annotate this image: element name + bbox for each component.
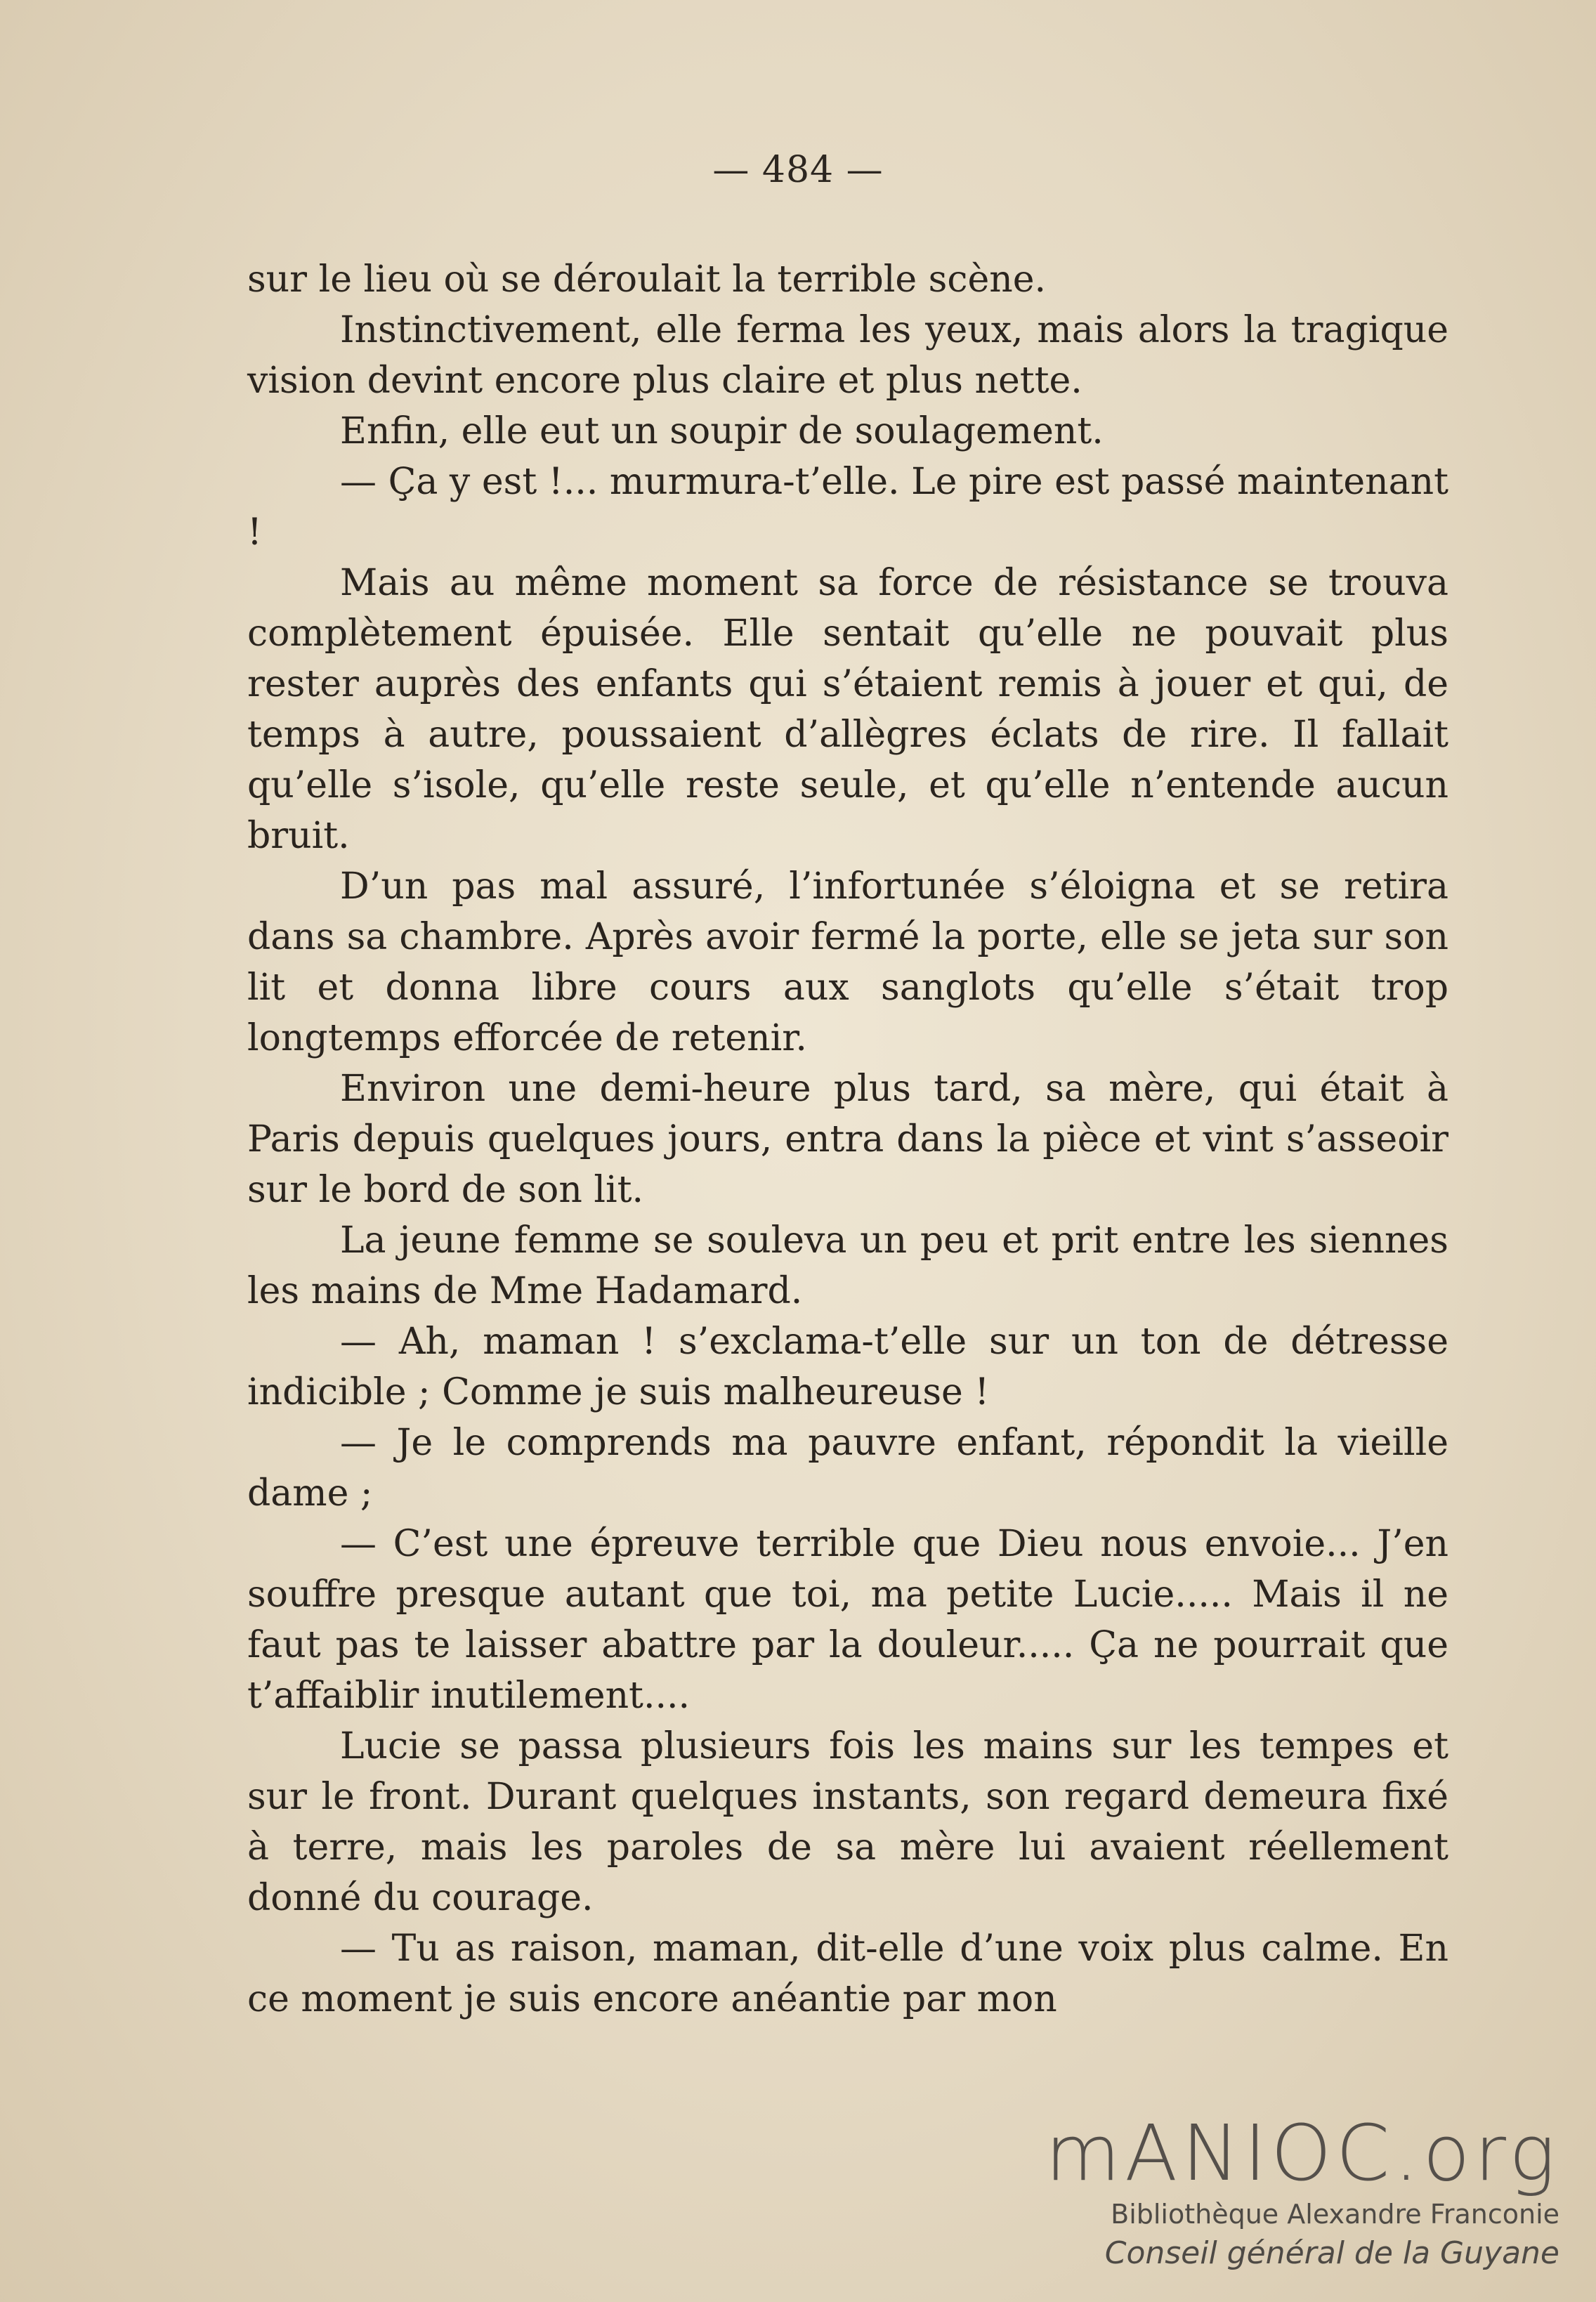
council-name: Conseil général de la Guyane [1104, 2235, 1559, 2271]
paragraph: — Ah, maman ! s’exclama-t’elle sur un ton de détresse indicible ; Comme je suis malheureuse ! [247, 1321, 1448, 1413]
paragraph: sur le lieu où se déroulait la terrible scène. [247, 259, 1047, 301]
paragraph: — Tu as raison, maman, dit-elle d’une voix plus calme. En ce moment je suis encore anéantie par mon [247, 1928, 1448, 2020]
paragraph: Environ une demi-heure plus tard, sa mère, qui était à Paris depuis quelques jours, entra dans la pièce et vint s’asseoir sur le bord de son lit. [247, 1068, 1448, 1211]
paragraph: D’un pas mal assuré, l’infortunée s’éloigna et se retira dans sa chambre. Après avoir fermé la porte, elle se jeta sur son lit et donna libre cours aux sanglots qu’elle s’était trop longtemps efforcée de retenir. [247, 865, 1448, 1059]
page-number: — 484 — [712, 149, 884, 191]
library-name: Bibliothèque Alexandre Franconie [1111, 2199, 1559, 2230]
paragraph: Instinctivement, elle ferma les yeux, mais alors la tragique vision devint encore plus claire et plus nette. [247, 309, 1448, 402]
paragraph: — C’est une épreuve terrible que Dieu nous envoie... J’en souffre presque autant que toi, ma petite Lucie..... Mais il ne faut pas te laisser abattre par la douleur..... Ça ne pourrait que t’affaiblir inutilement.... [247, 1523, 1448, 1717]
paragraph: — Je le comprends ma pauvre enfant, répondit la vieille dame ; [247, 1422, 1448, 1515]
manioc-watermark [1026, 2108, 1559, 2275]
body-text [247, 254, 1448, 2025]
paragraph: Mais au même moment sa force de résistance se trouva complètement épuisée. Elle sentait qu’elle ne pouvait plus rester auprès des enfants qui s’étaient remis à jouer et qui, de temps à autre, poussaient d’allègres éclats de rire. Il fallait qu’elle s’isole, qu’elle reste seule, et qu’elle n’entende aucun bruit. [247, 562, 1448, 857]
paragraph: Lucie se passa plusieurs fois les mains sur les tempes et sur le front. Durant quelques instants, son regard demeura fixé à terre, mais les paroles de sa mère lui avaient réellement donné du courage. [247, 1725, 1448, 1919]
paragraph: Enfin, elle eut un soupir de soulagement. [340, 410, 1104, 452]
manioc-logo: mANIOC.org [1045, 2108, 1559, 2198]
paragraph: — Ça y est !... murmura-t’elle. Le pire est passé maintenant ! [247, 461, 1448, 554]
paragraph: La jeune femme se souleva un peu et prit entre les siennes les mains de Mme Hadamard. [247, 1219, 1448, 1312]
